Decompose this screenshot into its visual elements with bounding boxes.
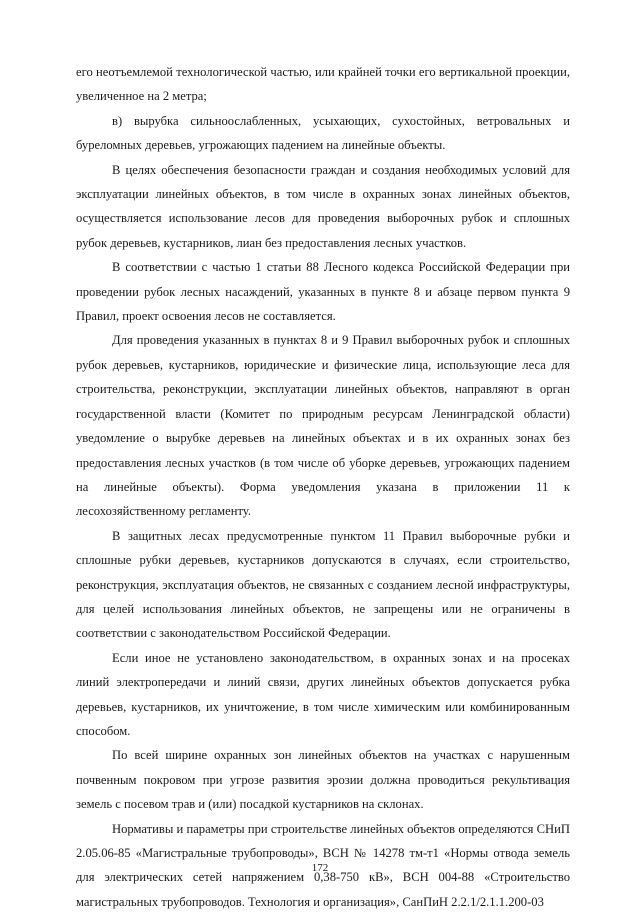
paragraph: Для проведения указанных в пунктах 8 и 9 Правил выборочных рубок и сплошных рубок деревьев, кустарников, юридические и физические лица, использующие леса для строительства, реконструкции, эксплуатации линейных объектов, направляют в орган государственной власти (Комитет по природным ресурсам Ленинградской области) уведомление о вырубке деревьев на линейных объектах и в их охранных зонах без предоставления лесных участков (в том числе об уборке деревьев, угрожающих падением на линейные объекты). Форма уведомления указана в приложении 11 к лесохозяйственному регламенту. bbox=[76, 333, 570, 519]
paragraph: Если иное не установлено законодательством, в охранных зонах и на просеках линий электропередачи и линий связи, других линейных объектов допускается рубка деревьев, кустарников, их уничтожение, в том числе химическим или комбинированным способом. bbox=[76, 650, 570, 738]
page-number: 172 bbox=[311, 862, 329, 874]
body-text bbox=[76, 60, 570, 914]
paragraph: в) вырубка сильноослабленных, усыхающих, сухостойных, ветровальных и буреломных деревьев, угрожающих падением на линейные объекты. bbox=[76, 113, 570, 153]
paragraph: Нормативы и параметры при строительстве линейных объектов определяются СНиП 2.05.06-85 «Магистральные трубопроводы», ВСН № 14278 тм-т1 «Нормы отвода земель для электрических сетей напряжением 0,38-750 кВ», ВСН 004-88 «Строительство магистральных трубопроводов. Технология и организация», СанПиН 2.2.1/2.1.1.200-03 bbox=[76, 821, 570, 909]
paragraph: В целях обеспечения безопасности граждан и создания необходимых условий для эксплуатации линейных объектов, в том числе в охранных зонах линейных объектов, осуществляется использование лесов для проведения выборочных рубок и сплошных рубок деревьев, кустарников, лиан без предоставления лесных участков. bbox=[76, 162, 570, 250]
paragraph: его неотъемлемой технологической частью, или крайней точки его вертикальной проекции, увеличенное на 2 метра; bbox=[76, 65, 570, 104]
paragraph: В защитных лесах предусмотренные пунктом 11 Правил выборочные рубки и сплошные рубки деревьев, кустарников допускаются в случаях, если строительство, реконструкция, эксплуатация объектов, не связанных с созданием лесной инфраструктуры, для целей использования линейных объектов, не запрещены или не ограничены в соответствии с законодательством Российской Федерации. bbox=[76, 528, 570, 641]
paragraph: По всей ширине охранных зон линейных объектов на участках с нарушенным почвенным покровом при угрозе развития эрозии должна проводиться рекультивация земель с посевом трав и (или) посадкой кустарников на склонах. bbox=[76, 748, 570, 812]
paragraph: В соответствии с частью 1 статьи 88 Лесного кодекса Российской Федерации при проведении рубок лесных насаждений, указанных в пункте 8 и абзаце первом пункта 9 Правил, проект освоения лесов не составляется. bbox=[76, 260, 570, 324]
